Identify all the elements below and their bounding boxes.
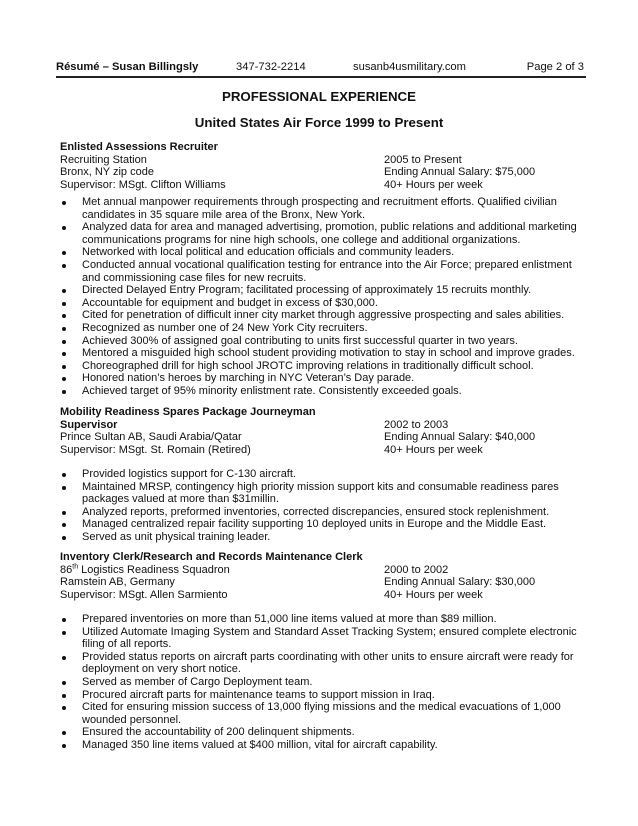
job-dates: 2000 to 2002	[384, 563, 449, 576]
job-title: Enlisted Assessions Recruiter	[60, 141, 218, 153]
header-rule	[56, 76, 586, 78]
job-subtitle: Supervisor	[60, 418, 118, 431]
bullet-item: Achieved 300% of assigned goal contributing to units first successful quarter in two years.	[60, 335, 580, 348]
bullet-item: Analyzed data for area and managed advertising, promotion, public relations and additional marketing communications programs for nine high schools, one college and additional organizations.	[60, 221, 580, 246]
bullet-icon	[62, 201, 66, 205]
job-location-line: Bronx, NY zip code	[60, 166, 154, 179]
header-name: Résumé – Susan Billingsly	[56, 61, 199, 73]
bullet-icon	[62, 618, 66, 622]
job-supervisor: Supervisor: MSgt. St. Romain (Retired)	[60, 443, 251, 456]
header-page-number: Page 2 of 3	[526, 61, 584, 73]
employer-title: United States Air Force 1999 to Present	[194, 115, 444, 130]
bullet-item: Networked with local political and education officials and community leaders.	[60, 246, 580, 259]
bullet-icon	[62, 251, 66, 255]
header-website: susanb4usmilitary.com	[353, 61, 466, 73]
bullet-item: Procured aircraft parts for maintenance teams to support mission in Iraq.	[60, 689, 580, 702]
bullet-icon	[62, 226, 66, 230]
bullet-item: Conducted annual vocational qualification testing for entrance into the Air Force; prepared enlistment and commissioning case files for new recruits.	[60, 259, 580, 284]
bullet-item: Choreographed drill for high school JROTC improving relations in traditionally difficult school.	[60, 360, 580, 373]
bullet-item: Recognized as number one of 24 New York City recruiters.	[60, 322, 580, 335]
bullet-icon	[62, 486, 66, 490]
bullet-icon	[62, 694, 66, 698]
bullet-icon	[62, 327, 66, 331]
bullet-icon	[62, 352, 66, 356]
bullet-item: Honored nation’s heroes by marching in NYC Veteran’s Day parade.	[60, 372, 580, 385]
bullet-item: Provided logistics support for C-130 aircraft.	[60, 468, 580, 481]
job-dates: 2005 to Present	[384, 153, 462, 166]
bullet-item: Utilized Automate Imaging System and Standard Asset Tracking System; ensured complete electronic filing of all reports.	[60, 626, 580, 651]
section-title: PROFESSIONAL EXPERIENCE	[221, 89, 417, 104]
bullet-item: Prepared inventories on more than 51,000 line items valued at more than $89 million.	[60, 613, 580, 626]
bullet-icon	[62, 377, 66, 381]
bullet-item: Maintained MRSP, contingency high priority mission support kits and consumable readiness pares packages valued at more than $31millin.	[60, 481, 580, 506]
job-title: Inventory Clerk/Research and Records Maintenance Clerk	[60, 551, 363, 563]
bullet-icon	[62, 681, 66, 685]
bullet-icon	[62, 289, 66, 293]
bullet-item: Directed Delayed Entry Program; facilitated processing of approximately 15 recruits monthly.	[60, 284, 580, 297]
bullet-icon	[62, 731, 66, 735]
bullet-item: Achieved target of 95% minority enlistment rate. Consistently exceeded goals.	[60, 385, 580, 398]
bullet-item: Met annual manpower requirements through prospecting and recruitment efforts. Qualified civilian candidates in 35 square mile area of the Bronx, New York.	[60, 196, 580, 221]
job-hours: 40+ Hours per week	[384, 588, 483, 601]
job-salary: Ending Annual Salary: $75,000	[384, 166, 536, 179]
bullet-icon	[62, 656, 66, 660]
bullet-icon	[62, 523, 66, 527]
bullet-item: Managed 350 line items valued at $400 million, vital for aircraft capability.	[60, 739, 580, 752]
bullet-icon	[62, 340, 66, 344]
header-phone: 347-732-2214	[236, 61, 306, 73]
bullet-icon	[62, 536, 66, 540]
job-salary: Ending Annual Salary: $40,000	[384, 431, 536, 444]
bullet-item: Served as unit physical training leader.	[60, 531, 580, 544]
job-unit: 86th Logistics Readiness Squadron	[60, 562, 230, 576]
job-2-header	[60, 406, 590, 456]
job-1-header	[60, 141, 590, 191]
bullet-icon	[62, 390, 66, 394]
job-location-line: Prince Sultan AB, Saudi Arabia/Qatar	[60, 431, 242, 444]
bullet-icon	[62, 631, 66, 635]
bullet-icon	[62, 302, 66, 306]
job-3-bullets	[60, 613, 580, 752]
job-2-bullets	[60, 468, 580, 544]
job-location-line: Ramstein AB, Germany	[60, 576, 175, 589]
bullet-icon	[62, 511, 66, 515]
bullet-icon	[62, 473, 66, 477]
bullet-icon	[62, 744, 66, 748]
bullet-item: Served as member of Cargo Deployment team.	[60, 676, 580, 689]
job-location-line: Recruiting Station	[60, 153, 147, 166]
bullet-icon	[62, 706, 66, 710]
bullet-item: Cited for ensuring mission success of 13,000 flying missions and the medical evacuations of 1,000 wounded personnel.	[60, 701, 580, 726]
bullet-item: Ensured the accountability of 200 delinquent shipments.	[60, 726, 580, 739]
job-3-header	[60, 551, 590, 601]
bullet-item: Analyzed reports, preformed inventories, corrected discrepancies, ensured stock replenishment.	[60, 506, 580, 519]
job-salary: Ending Annual Salary: $30,000	[384, 576, 536, 589]
bullet-item: Cited for penetration of difficult inner city market through aggressive prospecting and sales abilities.	[60, 309, 580, 322]
bullet-item: Managed centralized repair facility supporting 10 deployed units in Europe and the Middle East.	[60, 518, 580, 531]
bullet-icon	[62, 264, 66, 268]
job-1-bullets	[60, 196, 580, 398]
bullet-icon	[62, 365, 66, 369]
bullet-item: Accountable for equipment and budget in excess of $30,000.	[60, 297, 580, 310]
job-hours: 40+ Hours per week	[384, 178, 483, 191]
bullet-item: Mentored a misguided high school student providing motivation to stay in school and improve grades.	[60, 347, 580, 360]
job-dates: 2002 to 2003	[384, 418, 449, 431]
job-title: Mobility Readiness Spares Package Journeyman	[60, 406, 316, 418]
running-header	[56, 60, 584, 76]
job-supervisor: Supervisor: MSgt. Clifton Williams	[60, 178, 226, 191]
job-hours: 40+ Hours per week	[384, 443, 483, 456]
bullet-item: Provided status reports on aircraft parts coordinating with other units to ensure aircraft were ready for deployment on very short notice.	[60, 651, 580, 676]
bullet-icon	[62, 314, 66, 318]
job-supervisor: Supervisor: MSgt. Allen Sarmiento	[60, 588, 228, 601]
